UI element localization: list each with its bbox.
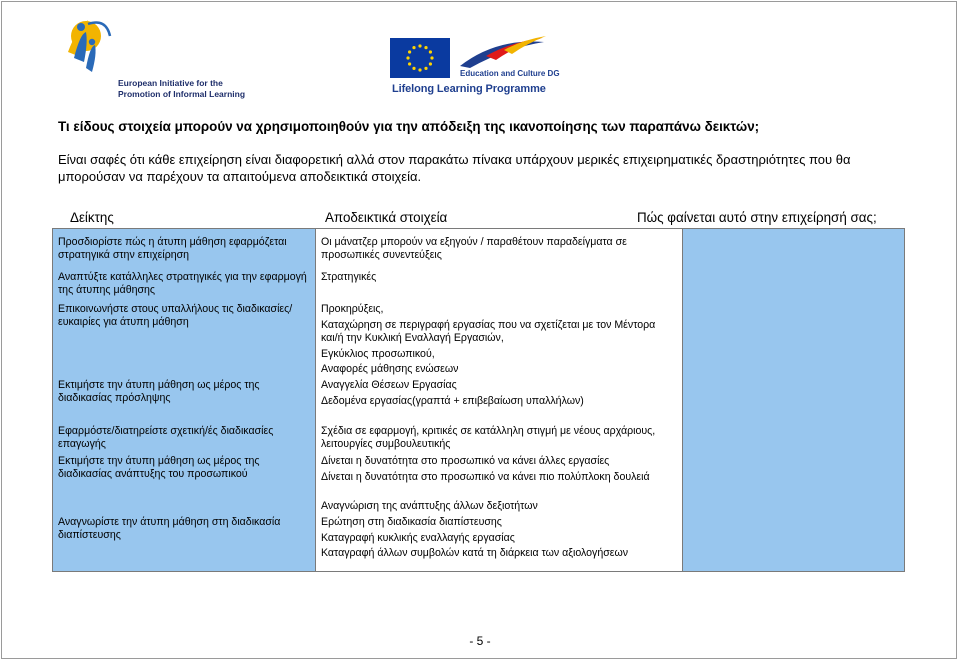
evidence-cell: Καταχώρηση σε περιγραφή εργασίας που να σχετίζεται με τον Μέντορα και/ή την Κυκλική Εναλλαγή Εργασιών, [321, 319, 656, 345]
evidence-cell: Προκηρύξεις, [321, 303, 384, 315]
intro-paragraph: Είναι σαφές ότι κάθε επιχείρηση είναι διαφορετική αλλά στον παρακάτω πίνακα υπάρχουν μερικές επιχειρηματικές δραστηριότητες που θα μπορούσαν να παρέχουν τα απαιτούμενα αποδεικτικά στοιχεία. [58, 152, 851, 184]
indicator-cell: Αναγνωρίστε την άτυπη μάθηση στη διαδικασία διαπίστευσης [58, 516, 281, 542]
header-indicator: Δείκτης [70, 210, 114, 225]
evidence-cell: Στρατηγικές [321, 271, 377, 283]
column-divider [315, 229, 316, 571]
logo-left-line-1: European Initiative for the [118, 78, 223, 88]
logo-left-line-2: Promotion of Informal Learning [118, 88, 246, 99]
logo-left-caption [118, 78, 245, 99]
header-your-business: Πώς φαίνεται αυτό στην επιχείρησή σας; [637, 210, 877, 225]
indicator-cell: Εκτιμήστε την άτυπη μάθηση ως μέρος της διαδικασίας πρόσληψης [58, 379, 260, 405]
evidence-cell: Οι μάνατζερ μπορούν να εξηγούν / παραθέτουν παραδείγματα σε προσωπικές συνεντεύξεις [321, 236, 627, 262]
evidence-cell: Καταγραφή κυκλικής εναλλαγής εργασίας [321, 532, 515, 544]
eu-flag-icon [390, 38, 450, 78]
evidence-cell: Αναγγελία Θέσεων Εργασίας [321, 379, 457, 391]
indicator-cell: Εφαρμόστε/διατηρείστε σχετική/ές διαδικασίες επαγωγής [58, 425, 274, 451]
header-evidence: Αποδεικτικά στοιχεία [325, 210, 448, 225]
evidence-table [52, 228, 905, 572]
evidence-cell: Δίνεται η δυνατότητα στο προσωπικό να κάνει άλλες εργασίες [321, 455, 610, 467]
evidence-cell: Ερώτηση στη διαδικασία διαπίστευσης [321, 516, 502, 528]
indicator-cell: Προσδιορίστε πώς η άτυπη μάθηση εφαρμόζεται στρατηγικά στην επιχείρηση [58, 236, 287, 262]
evidence-cell: Σχέδια σε εφαρμογή, κριτικές σε κατάλληλη στιγμή με νέους αρχάριους, λειτουργίες συμβουλευτικής [321, 425, 656, 451]
education-culture-wave-icon [456, 36, 548, 70]
evidence-cell: Δίνεται η δυνατότητα στο προσωπικό να κάνει πιο πολύπλοκη δουλειά [321, 471, 650, 483]
indicator-cell: Εκτιμήστε την άτυπη μάθηση ως μέρος της διαδικασίας ανάπτυξης του προσωπικού [58, 455, 260, 481]
indicator-cell: Αναπτύξτε κατάλληλες στρατηγικές για την εφαρμογή της άτυπης μάθησης [58, 271, 307, 297]
question-heading: Τι είδους στοιχεία μπορούν να χρησιμοποιηθούν για την απόδειξη της ικανοποίησης των παραπάνω δεικτών; [58, 119, 760, 134]
evidence-cell: Δεδομένα εργασίας(γραπτά + επιβεβαίωση υπαλλήλων) [321, 395, 584, 407]
eu-llp-logo [390, 36, 570, 98]
indicator-cell: Επικοινωνήστε στους υπαλλήλους τις διαδικασίες/ευκαιρίες για άτυπη μάθηση [58, 303, 293, 329]
llp-caption: Lifelong Learning Programme [392, 83, 546, 95]
page-number: - 5 - [469, 634, 491, 648]
evidence-cell: Εγκύκλιος προσωπικού, [321, 348, 435, 360]
evidence-cell: Καταγραφή άλλων συμβολών κατά τη διάρκεια των αξιολογήσεων [321, 547, 629, 559]
eac-caption: Education and Culture DG [460, 69, 560, 78]
evidence-cell: Αναγνώριση της ανάπτυξης άλλων δεξιοτήτων [321, 500, 538, 512]
evidence-cell: Αναφορές μάθησης ενώσεων [321, 363, 459, 375]
your-business-column [682, 229, 904, 571]
